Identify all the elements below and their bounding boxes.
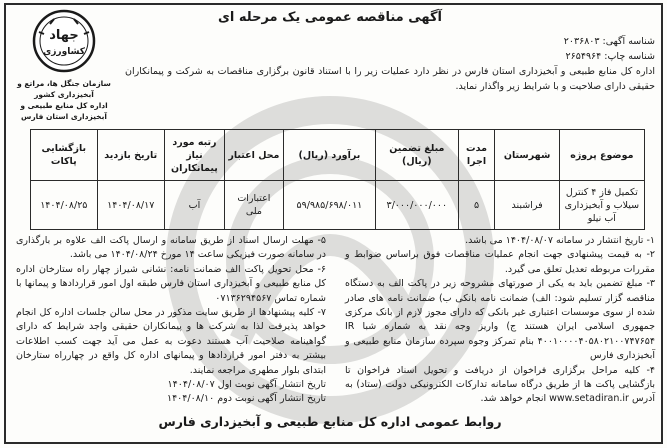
jahad-emblem-icon <box>32 8 96 74</box>
cell-visit-date: ۱۴۰۴/۰۸/۱۷ <box>97 181 164 230</box>
cell-estimate: ۵۹/۹۸۵/۶۹۸/۰۱۱ <box>283 181 375 230</box>
logo-caption <box>14 78 114 122</box>
table-header-row <box>31 130 645 181</box>
conditions-right-column <box>345 234 655 407</box>
table-row <box>31 181 645 230</box>
condition-item: ۴- کلیه مراحل برگزاری فراخوان از دریافت و تحویل اسناد فراخوان تا بازگشایی پاکت ها از طریق درگاه سامانه تدارکات الکترونیکی دولت (ستاد) به آدرس www.setadiran.ir انجام خواهد شد. <box>345 364 655 405</box>
header-project-subject: موضوع پروژه <box>559 130 644 181</box>
condition-item: ۵- مهلت ارسال اسناد از طریق سامانه و ارسال پاکت الف علاوه بر بارگذاری در سامانه صورت فیزیکی ساعت ۱۴ مورخ ۱۴۰۴/۰۸/۲۴ می باشد. <box>16 235 326 261</box>
notice-footer: روابط عمومی اداره کل منابع طبیعی و آبخیزداری فارس <box>158 414 502 429</box>
notice-title: آگهی مناقصه عمومی یک مرحله ای <box>217 10 443 25</box>
header-guarantee: مبلغ تضمین (ریال) <box>376 130 458 181</box>
header-opening-date: بازگشایی پاکات <box>31 130 98 181</box>
header-visit-date: تاریخ بازدید <box>97 130 164 181</box>
notice-ids <box>215 34 655 64</box>
header-duration: مدت اجرا <box>458 130 495 181</box>
publish-date-first: تاریخ انتشار آگهی نوبت اول ۱۴۰۴/۰۸/۰۷ <box>167 379 326 391</box>
logo-caption-line2: اداره کل منابع طبیعی و آبخیزداری استان فارس <box>20 101 108 121</box>
condition-item: ۲- به قیمت پیشنهادی جهت انجام عملیات مناقصات فوق براساس ضوابط و مقررات مربوطه تعدیل تعلق می گیرد. <box>345 249 655 275</box>
publish-date-second: تاریخ انتشار آگهی نوبت دوم ۱۴۰۴/۰۸/۱۰ <box>166 393 326 405</box>
cell-credit-source: اعتبارات ملی <box>225 181 284 230</box>
cell-guarantee: ۳/۰۰۰/۰۰۰/۰۰۰ <box>376 181 458 230</box>
condition-item: ۷- کلیه پیشنهادها از طریق سایت مذکور در محل سالن جلسات اداره کل انجام خواهد پذیرفت لذا به شرکت ها و پیمانکاران حقیقی واجد شرایط که دارای گواهینامه صلاحیت آب هستند دعوت به عمل می آید جهت کسب اطلاعات بیشتر به دفتر امور قراردادها و پیمانهای اداره کل واقع در چهارراه ستارخان ابتدای بلوار مطهری مراجعه نمایند. <box>16 307 326 376</box>
notice-id: شناسه آگهی: ۲۰۳۶۸۰۳ <box>563 36 655 47</box>
print-id: شناسه چاپ: ۲۶۵۴۹۶۴ <box>565 51 655 62</box>
cell-opening-date: ۱۴۰۴/۰۸/۲۵ <box>31 181 98 230</box>
cell-duration: ۵ <box>458 181 495 230</box>
cell-project-subject: تکمیل فاز ۴ کنترل سیلاب و آبخیزداری آب نیلو <box>559 181 644 230</box>
condition-item: ۶- محل تحویل پاکت الف ضمانت نامه: نشانی شیراز چهار راه ستارخان اداره کل منابع طبیعی و آبخیزداری استان فارس طبقه اول امور قراردادها و پیمانها با شماره تماس ۰۷۱۳۶۲۹۴۵۶۷ <box>16 263 326 304</box>
tender-table <box>30 129 645 230</box>
logo-word-bottom: کشاورزی <box>43 47 85 57</box>
header-estimate: برآورد (ریال) <box>283 130 375 181</box>
notice-intro: اداره کل منابع طبیعی و آبخیزداری استان فارس در نظر دارد عملیات زیر را با استناد قانون برگزاری مناقصات به شرکت و پیمانکاران حقیقی دارای صلاحیت و با شرایط زیر واگذار نماید. <box>125 66 655 92</box>
logo-word-top: جهاد <box>49 28 79 43</box>
organization-logo <box>14 8 114 121</box>
conditions-left-column <box>16 234 326 407</box>
cell-required-rank: آب <box>164 181 224 230</box>
condition-item: ۱- تاریخ انتشار در سامانه ۱۴۰۴/۰۸/۰۷ می باشد. <box>465 235 655 246</box>
logo-caption-line1: سازمان جنگل ها، مراتع و آبخیزداری کشور <box>17 79 111 99</box>
condition-item: ۳- مبلغ تضمین باید به یکی از صورتهای مشروحه زیر در پاکت الف به دستگاه مناقصه گزار تسلیم شود: الف) ضمانت نامه بانکی ب) ضمانت نامه های صادر شده از سوی موسسات اعتباری غیر بانکی که دارای مجوز لازم از بانک مرکزی جمهوری اسلامی ایران هستند ج) واریز وجه نقد به شماره شبا IR ۴۰۰۱۰۰۰۰۴۰۵۸۰۲۱۰۰۷۴۷۶۵۴ بنام تمرکز وجوه سپرده سازمان منابع طبیعی و آبخیزداری فارس <box>345 278 655 362</box>
cell-city: فراشبند <box>495 181 559 230</box>
header-city: شهرستان <box>495 130 559 181</box>
header-credit-source: محل اعتبار <box>225 130 284 181</box>
header-required-rank: رتبه مورد نیاز پیمانکاران <box>164 130 224 181</box>
